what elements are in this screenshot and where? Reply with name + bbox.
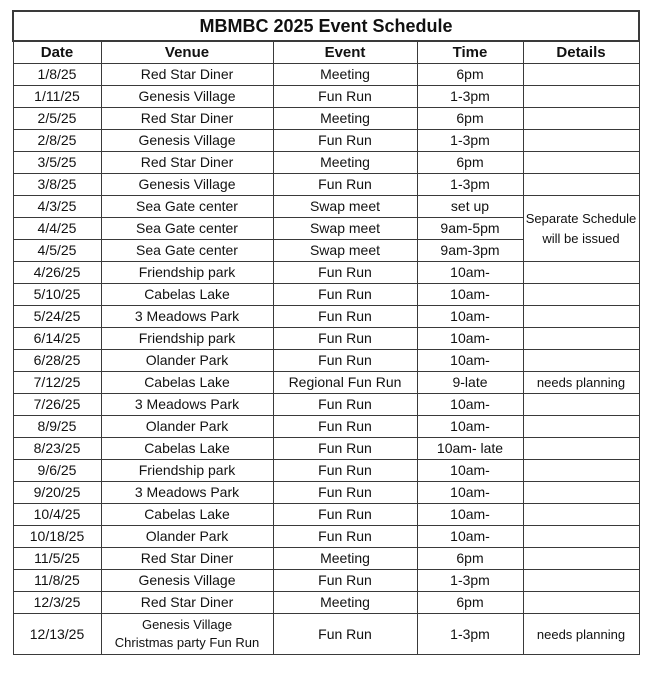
event-cell: Fun Run — [273, 482, 417, 504]
time-cell: 10am- — [417, 284, 523, 306]
time-cell: 10am- — [417, 526, 523, 548]
date-cell: 12/13/25 — [13, 614, 101, 655]
date-cell: 10/4/25 — [13, 504, 101, 526]
header-time: Time — [417, 41, 523, 64]
event-cell: Fun Run — [273, 174, 417, 196]
venue-cell: Genesis Village — [101, 86, 273, 108]
details-cell — [523, 526, 639, 548]
event-cell: Fun Run — [273, 306, 417, 328]
time-cell: 9am-3pm — [417, 240, 523, 262]
event-cell: Fun Run — [273, 350, 417, 372]
table-row — [13, 614, 639, 655]
details-cell — [523, 570, 639, 592]
venue-cell: Genesis Village — [101, 130, 273, 152]
venue-line-1: Genesis Village — [141, 617, 233, 632]
event-cell: Fun Run — [273, 262, 417, 284]
header-venue: Venue — [101, 41, 273, 64]
time-cell: 6pm — [417, 548, 523, 570]
details-cell — [523, 108, 639, 130]
details-cell — [523, 262, 639, 284]
time-cell: 9-late — [417, 372, 523, 394]
date-cell: 4/3/25 — [13, 196, 101, 218]
date-cell: 5/10/25 — [13, 284, 101, 306]
header-event: Event — [273, 41, 417, 64]
venue-cell: Sea Gate center — [101, 240, 273, 262]
venue-cell: Sea Gate center — [101, 218, 273, 240]
time-cell: 1-3pm — [417, 86, 523, 108]
table-row — [13, 526, 639, 548]
table-row — [13, 548, 639, 570]
date-cell: 5/24/25 — [13, 306, 101, 328]
table-row — [13, 262, 639, 284]
venue-cell: Friendship park — [101, 262, 273, 284]
details-cell: needs planning — [523, 372, 639, 394]
venue-cell: Olander Park — [101, 416, 273, 438]
event-cell: Fun Run — [273, 284, 417, 306]
event-cell: Fun Run — [273, 328, 417, 350]
time-cell: 6pm — [417, 152, 523, 174]
venue-cell: Cabelas Lake — [101, 372, 273, 394]
details-cell — [523, 152, 639, 174]
venue-cell: Red Star Diner — [101, 592, 273, 614]
time-cell: 10am- — [417, 460, 523, 482]
time-cell: 10am- — [417, 482, 523, 504]
venue-cell: Red Star Diner — [101, 64, 273, 86]
venue-cell: Olander Park — [101, 526, 273, 548]
venue-cell: Friendship park — [101, 460, 273, 482]
venue-cell: 3 Meadows Park — [101, 306, 273, 328]
details-cell — [523, 130, 639, 152]
details-cell — [523, 416, 639, 438]
table-row — [13, 394, 639, 416]
details-cell — [523, 460, 639, 482]
venue-cell: Red Star Diner — [101, 108, 273, 130]
details-cell — [523, 394, 639, 416]
time-cell: 10am- — [417, 350, 523, 372]
event-cell: Fun Run — [273, 438, 417, 460]
date-cell: 3/8/25 — [13, 174, 101, 196]
event-cell: Fun Run — [273, 394, 417, 416]
venue-cell: Red Star Diner — [101, 548, 273, 570]
table-row — [13, 504, 639, 526]
details-cell — [523, 86, 639, 108]
venue-cell: Genesis Village — [101, 174, 273, 196]
table-row — [13, 350, 639, 372]
event-schedule-sheet — [12, 10, 638, 655]
event-cell: Fun Run — [273, 504, 417, 526]
details-cell — [523, 64, 639, 86]
details-cell — [523, 284, 639, 306]
event-cell: Meeting — [273, 152, 417, 174]
date-cell: 10/18/25 — [13, 526, 101, 548]
time-cell: 10am- — [417, 394, 523, 416]
details-cell: needs planning — [523, 614, 639, 655]
time-cell: 1-3pm — [417, 570, 523, 592]
table-row — [13, 130, 639, 152]
table-row — [13, 570, 639, 592]
table-row — [13, 174, 639, 196]
date-cell: 6/28/25 — [13, 350, 101, 372]
time-cell: 10am- — [417, 306, 523, 328]
event-cell: Fun Run — [273, 130, 417, 152]
date-cell: 4/26/25 — [13, 262, 101, 284]
event-cell: Meeting — [273, 108, 417, 130]
date-cell: 8/23/25 — [13, 438, 101, 460]
details-cell — [523, 592, 639, 614]
date-cell: 3/5/25 — [13, 152, 101, 174]
event-cell: Swap meet — [273, 240, 417, 262]
date-cell: 7/12/25 — [13, 372, 101, 394]
time-cell: 1-3pm — [417, 174, 523, 196]
table-row — [13, 438, 639, 460]
table-row — [13, 86, 639, 108]
details-cell — [523, 328, 639, 350]
date-cell: 8/9/25 — [13, 416, 101, 438]
venue-cell: Sea Gate center — [101, 196, 273, 218]
details-cell-swap-note: Separate Schedule will be issued — [523, 196, 639, 262]
event-cell: Meeting — [273, 548, 417, 570]
date-cell: 6/14/25 — [13, 328, 101, 350]
date-cell: 11/8/25 — [13, 570, 101, 592]
time-cell: set up — [417, 196, 523, 218]
event-cell: Meeting — [273, 64, 417, 86]
table-row — [13, 64, 639, 86]
table-row — [13, 152, 639, 174]
date-cell: 1/11/25 — [13, 86, 101, 108]
table-row — [13, 196, 639, 218]
table-row — [13, 482, 639, 504]
details-cell — [523, 174, 639, 196]
time-cell: 1-3pm — [417, 130, 523, 152]
details-cell — [523, 306, 639, 328]
venue-cell: 3 Meadows Park — [101, 394, 273, 416]
event-cell: Swap meet — [273, 218, 417, 240]
time-cell: 6pm — [417, 64, 523, 86]
details-cell — [523, 482, 639, 504]
details-cell — [523, 504, 639, 526]
date-cell: 9/6/25 — [13, 460, 101, 482]
event-cell: Fun Run — [273, 570, 417, 592]
venue-cell: Genesis Village — [101, 570, 273, 592]
date-cell: 11/5/25 — [13, 548, 101, 570]
table-row — [13, 306, 639, 328]
event-cell: Fun Run — [273, 526, 417, 548]
venue-cell — [101, 614, 273, 655]
table-row — [13, 284, 639, 306]
venue-cell: Cabelas Lake — [101, 504, 273, 526]
event-cell: Fun Run — [273, 614, 417, 655]
venue-cell: Cabelas Lake — [101, 438, 273, 460]
time-cell: 1-3pm — [417, 614, 523, 655]
event-cell: Regional Fun Run — [273, 372, 417, 394]
table-row — [13, 108, 639, 130]
date-cell: 9/20/25 — [13, 482, 101, 504]
time-cell: 9am-5pm — [417, 218, 523, 240]
date-cell: 4/4/25 — [13, 218, 101, 240]
time-cell: 10am- — [417, 504, 523, 526]
table-row — [13, 460, 639, 482]
time-cell: 10am- late — [417, 438, 523, 460]
event-cell: Fun Run — [273, 86, 417, 108]
event-cell: Swap meet — [273, 196, 417, 218]
schedule-title: MBMBC 2025 Event Schedule — [13, 11, 639, 41]
time-cell: 10am- — [417, 416, 523, 438]
details-cell — [523, 438, 639, 460]
time-cell: 10am- — [417, 328, 523, 350]
date-cell: 7/26/25 — [13, 394, 101, 416]
date-cell: 4/5/25 — [13, 240, 101, 262]
header-row — [13, 41, 639, 64]
table-row — [13, 328, 639, 350]
event-cell: Meeting — [273, 592, 417, 614]
header-date: Date — [13, 41, 101, 64]
venue-cell: Red Star Diner — [101, 152, 273, 174]
table-row — [13, 592, 639, 614]
date-cell: 2/5/25 — [13, 108, 101, 130]
time-cell: 10am- — [417, 262, 523, 284]
details-cell — [523, 548, 639, 570]
header-details: Details — [523, 41, 639, 64]
date-cell: 1/8/25 — [13, 64, 101, 86]
schedule-table — [12, 10, 640, 655]
date-cell: 12/3/25 — [13, 592, 101, 614]
event-cell: Fun Run — [273, 416, 417, 438]
venue-line-2: Christmas party Fun Run — [114, 635, 260, 650]
table-row — [13, 372, 639, 394]
venue-cell: Olander Park — [101, 350, 273, 372]
venue-cell: Cabelas Lake — [101, 284, 273, 306]
venue-cell: Friendship park — [101, 328, 273, 350]
details-cell — [523, 350, 639, 372]
time-cell: 6pm — [417, 592, 523, 614]
time-cell: 6pm — [417, 108, 523, 130]
date-cell: 2/8/25 — [13, 130, 101, 152]
schedule-body — [13, 64, 639, 655]
table-row — [13, 416, 639, 438]
venue-cell: 3 Meadows Park — [101, 482, 273, 504]
event-cell: Fun Run — [273, 460, 417, 482]
